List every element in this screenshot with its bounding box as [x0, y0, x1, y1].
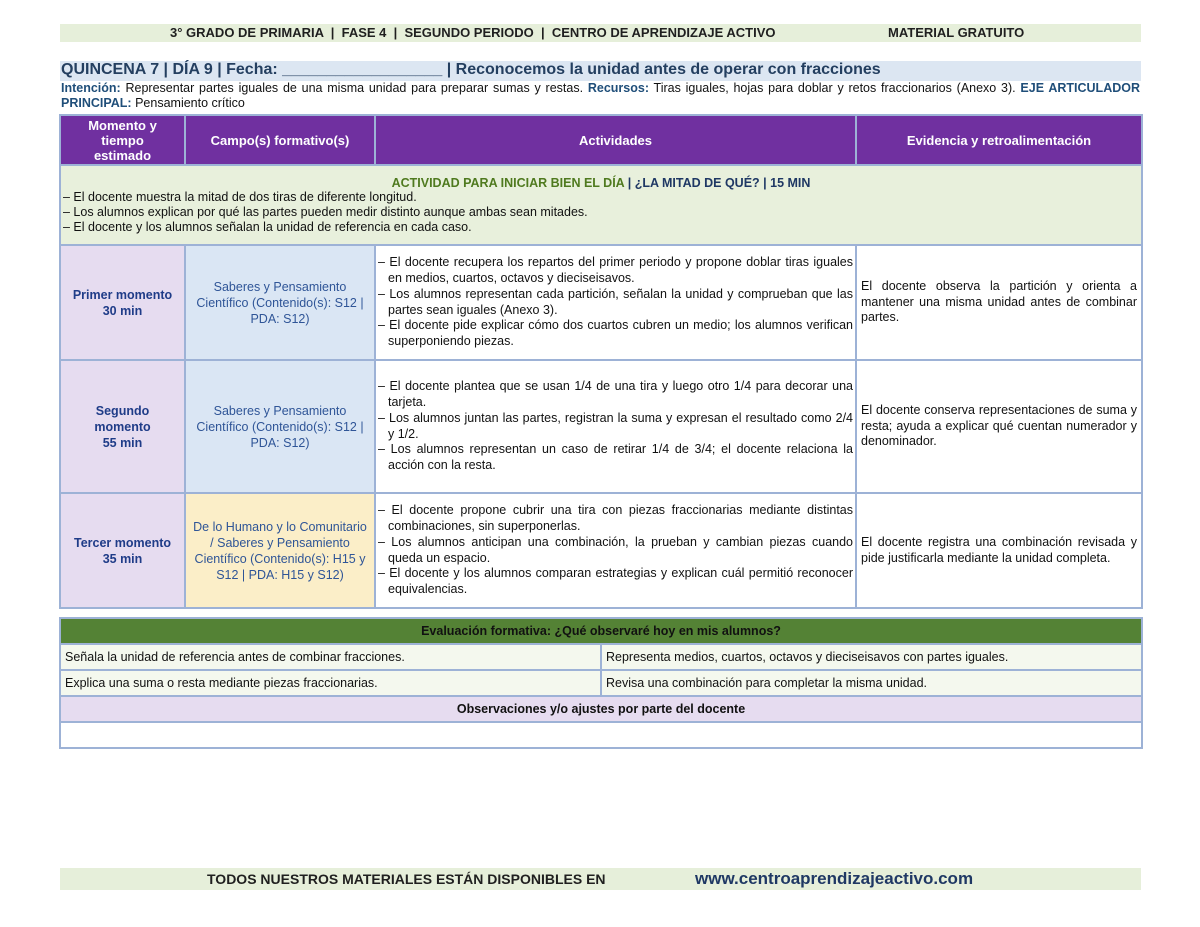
- warmup-title-green: ACTIVIDAD PARA INICIAR BIEN EL DÍA: [391, 175, 625, 190]
- campo-cell: Saberes y Pensamiento Científico (Contenido(s): S12 | PDA: S12): [185, 360, 375, 493]
- list-item: – El docente propone cubrir una tira con piezas fraccionarias mediante distintas combinaciones, sin superponerlas.: [378, 503, 853, 534]
- warmup-row: [60, 165, 1142, 245]
- warmup-title-blue: ¿LA MITAD DE QUÉ? | 15 MIN: [634, 175, 811, 190]
- warmup-title: [61, 176, 1141, 190]
- moment-cell: [60, 245, 185, 360]
- list-item: – El docente y los alumnos señalan la unidad de referencia en cada caso.: [63, 219, 472, 234]
- evaluation-header-row: [60, 618, 1142, 644]
- page-title: QUINCENA 7 | DÍA 9 | Fecha: __________________ | Reconocemos la unidad antes de operar con fracciones: [61, 61, 881, 78]
- intention-paragraph: [61, 81, 1140, 111]
- moment-time: 30 min: [102, 303, 143, 318]
- plan-table: [59, 114, 1143, 609]
- evaluation-item: Representa medios, cuartos, octavos y dieciseisavos con partes iguales.: [601, 644, 1142, 670]
- moment-time: 35 min: [102, 551, 143, 566]
- eje-text: Pensamiento crítico: [131, 96, 245, 110]
- table-header-row: [60, 115, 1142, 165]
- grade-info: 3° GRADO DE PRIMARIA | FASE 4 | SEGUNDO PERIODO | CENTRO DE APRENDIZAJE ACTIVO: [170, 25, 776, 40]
- intencion-label: Intención:: [61, 81, 121, 95]
- evidence-cell: El docente conserva representaciones de suma y resta; ayuda a explicar qué cuentan numerador y denominador.: [856, 360, 1142, 493]
- col-momento: Momento y tiempo estimado: [60, 115, 185, 165]
- title-bar: [60, 61, 1141, 81]
- evaluation-title: Evaluación formativa: ¿Qué observaré hoy en mis alumnos?: [60, 618, 1142, 644]
- evaluation-item: Explica una suma o resta mediante piezas fraccionarias.: [60, 670, 601, 696]
- table-row: [60, 493, 1142, 608]
- free-material-label: MATERIAL GRATUITO: [888, 25, 1025, 40]
- list-item: – Los alumnos anticipan una combinación, la prueban y cambian piezas cuando queda un espacio.: [378, 534, 853, 565]
- moment-cell: [60, 493, 185, 608]
- recursos-text: Tiras iguales, hojas para doblar y retos fraccionarios (Anexo 3).: [648, 81, 1021, 95]
- col-evidencia: Evidencia y retroalimentación: [856, 115, 1142, 165]
- warmup-title-sep: |: [624, 175, 635, 190]
- list-item: – Los alumnos representan un caso de retirar 1/4 de 3/4; el docente relaciona la acción con la resta.: [378, 442, 853, 472]
- observations-title: Observaciones y/o ajustes por parte del docente: [60, 696, 1142, 722]
- campo-cell: De lo Humano y lo Comunitario / Saberes y Pensamiento Científico (Contenido(s): H15 y S12 | PDA: H15 y S12): [185, 493, 375, 608]
- list-item: – El docente plantea que se usan 1/4 de una tira y luego otro 1/4 para decorar una tarjeta.: [378, 379, 853, 410]
- activities-cell: [375, 493, 856, 608]
- evaluation-table: [59, 617, 1143, 749]
- recursos-label: Recursos:: [587, 81, 649, 95]
- evaluation-item: Revisa una combinación para completar la misma unidad.: [601, 670, 1142, 696]
- eje-label: EJE ARTICULADOR PRINCIPAL:: [61, 81, 1140, 110]
- list-item: – Los alumnos explican por qué las partes pueden medir distinto aunque ambas sean mitades.: [63, 204, 588, 219]
- table-row: [60, 245, 1142, 360]
- observations-header-row: [60, 696, 1142, 722]
- header-bar: [60, 24, 1141, 42]
- list-item: – El docente pide explicar cómo dos cuartos cubren un medio; los alumnos verifican superponiendo piezas.: [378, 318, 853, 348]
- activities-cell: [375, 360, 856, 493]
- list-item: – El docente muestra la mitad de dos tiras de diferente longitud.: [63, 189, 417, 204]
- moment-cell: [60, 360, 185, 493]
- observations-area[interactable]: [60, 722, 1142, 748]
- col-campo: Campo(s) formativo(s): [185, 115, 375, 165]
- list-item: – El docente recupera los repartos del primer periodo y propone doblar tiras iguales en medios, cuartos, octavos y dieciseisavos.: [378, 255, 853, 286]
- footer-bar: [60, 868, 1141, 890]
- moment-name: Segundo momento: [94, 403, 151, 434]
- warmup-list: [61, 190, 1141, 235]
- moment-name: Tercer momento: [73, 535, 171, 550]
- table-row: [60, 360, 1142, 493]
- list-item: – Los alumnos juntan las partes, registran la suma y expresan el resultado como 2/4 y 1/2.: [378, 410, 853, 441]
- footer-url-link[interactable]: www.centroaprendizajeactivo.com: [695, 869, 974, 888]
- warmup-cell: [60, 165, 1142, 245]
- observations-row: [60, 722, 1142, 748]
- campo-cell: Saberes y Pensamiento Científico (Contenido(s): S12 | PDA: S12): [185, 245, 375, 360]
- list-item: – Los alumnos representan cada partición, señalan la unidad y comprueban que las partes sean iguales (Anexo 3).: [378, 286, 853, 317]
- table-row: [60, 670, 1142, 696]
- moment-time: 55 min: [102, 435, 143, 450]
- evidence-cell: El docente observa la partición y orienta a mantener una misma unidad antes de combinar partes.: [856, 245, 1142, 360]
- list-item: – El docente y los alumnos comparan estrategias y explican cuál permitió reconocer equivalencias.: [378, 566, 853, 596]
- activities-cell: [375, 245, 856, 360]
- evaluation-item: Señala la unidad de referencia antes de combinar fracciones.: [60, 644, 601, 670]
- footer-text: TODOS NUESTROS MATERIALES ESTÁN DISPONIBLES EN: [207, 871, 606, 887]
- evidence-cell: El docente registra una combinación revisada y pide justificarla mediante la unidad completa.: [856, 493, 1142, 608]
- intencion-text: Representar partes iguales de una misma unidad para preparar sumas y restas.: [120, 81, 588, 95]
- table-row: [60, 644, 1142, 670]
- col-actividades: Actividades: [375, 115, 856, 165]
- moment-name: Primer momento: [72, 287, 173, 302]
